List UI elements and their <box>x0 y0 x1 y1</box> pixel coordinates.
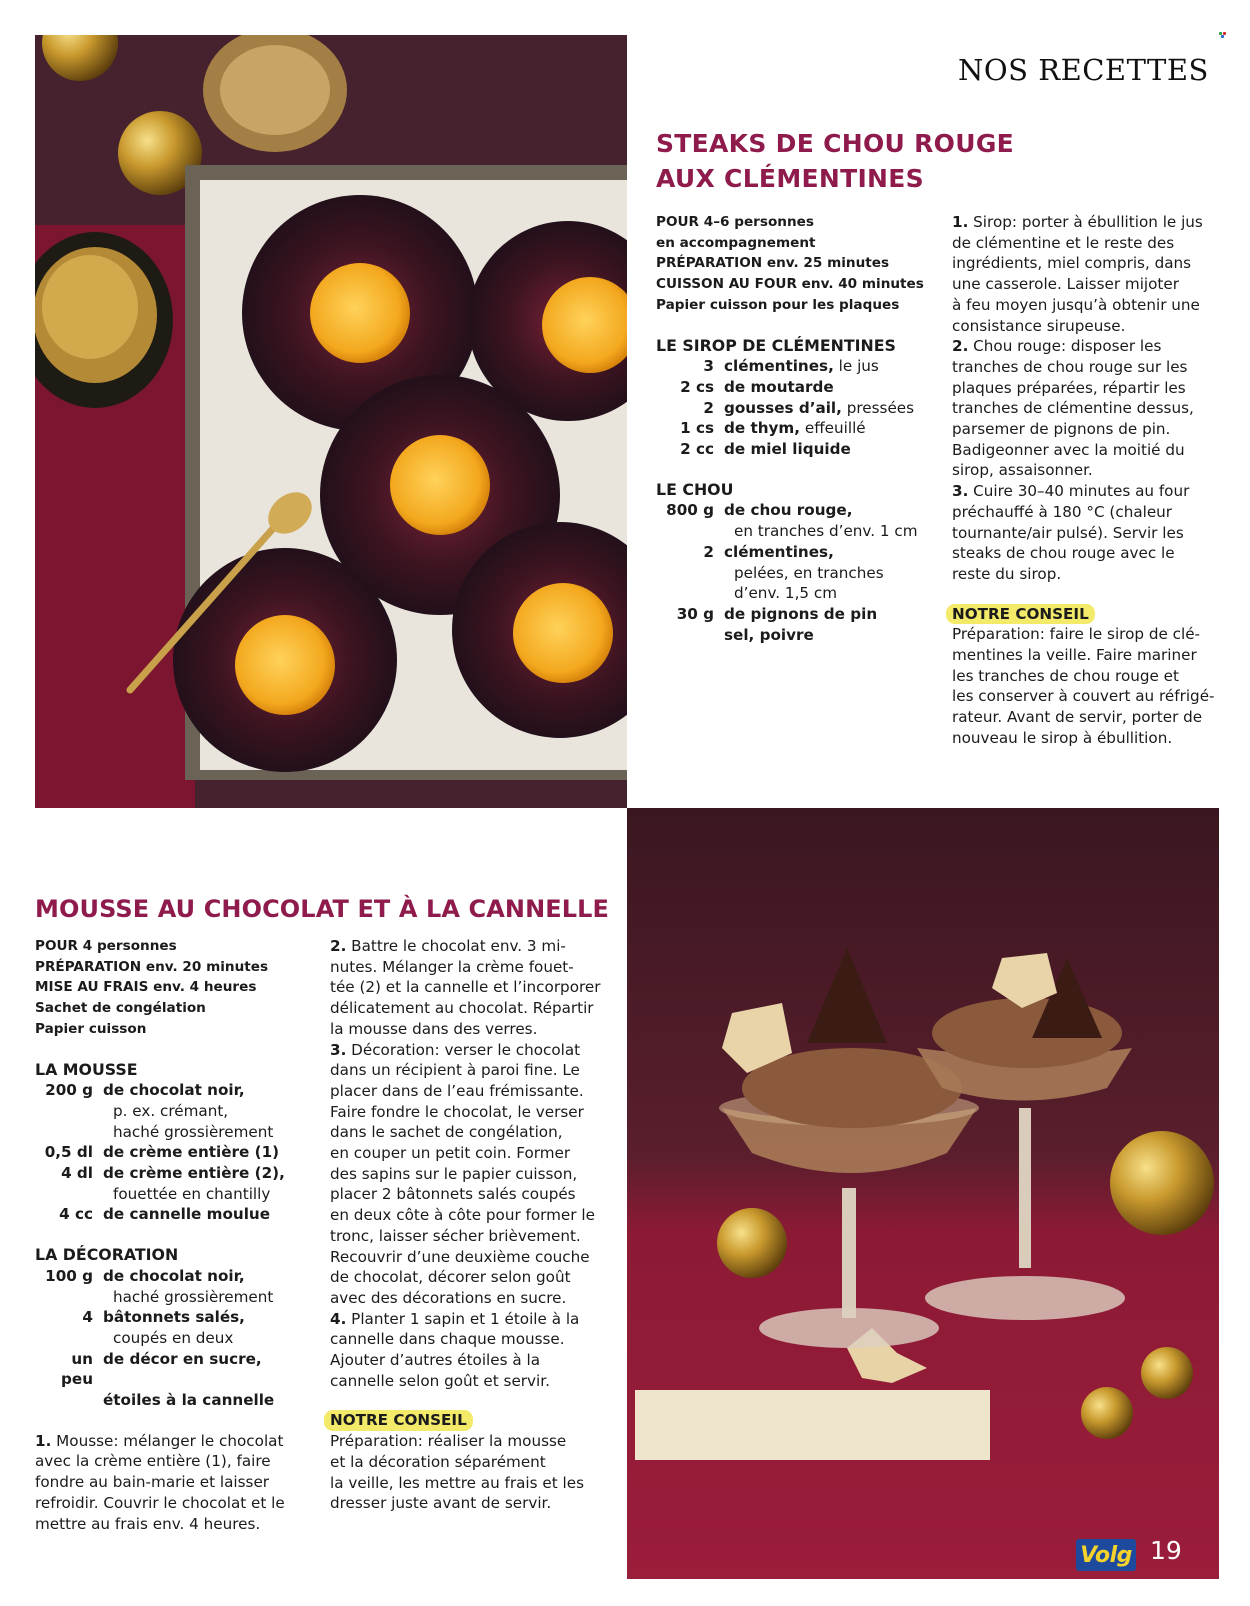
ingredient-name: de pignons de pin <box>724 604 878 623</box>
ingredient-quantity: 4 cc <box>59 1205 93 1224</box>
step-line: 3. Cuire 30–40 minutes au four <box>952 482 1190 501</box>
section-label: NOS RECETTES <box>958 53 1209 87</box>
ingredient-row <box>656 356 946 377</box>
step-line: tournante/air pulsé). Servir les <box>952 523 1184 542</box>
ingredient-list <box>35 1080 335 1225</box>
step-line: 2. Battre le chocolat env. 3 mi- <box>330 937 566 955</box>
step-line: sirop, assaisonner. <box>952 461 1093 480</box>
recipe-title-line: AUX CLÉMENTINES <box>656 164 924 193</box>
step-list <box>952 212 1222 585</box>
ingredients-column <box>656 212 946 645</box>
ingredient-name: de chocolat noir, <box>103 1266 245 1285</box>
step-line: avec la crème entière (1), faire <box>35 1452 271 1471</box>
step-number: 3. <box>330 1040 347 1059</box>
ingredient-row <box>35 1142 335 1163</box>
ingredient-row <box>656 439 946 460</box>
step-line: Recouvrir d’une deuxième couche <box>330 1247 590 1266</box>
step-line: Badigeonner avec la moitié du <box>952 440 1185 459</box>
ingredient-quantity: 30 g <box>676 604 714 623</box>
ingredient-list <box>656 356 946 460</box>
step-line: refroidir. Couvrir le chocolat et le <box>35 1493 285 1512</box>
ingredient-row <box>35 1122 335 1143</box>
prep-time-line: PRÉPARATION env. 25 minutes <box>656 255 890 272</box>
step-line: reste du sirop. <box>952 564 1062 583</box>
ingredient-name: de décor en sucre, <box>103 1349 262 1368</box>
step-line: la mousse dans des verres. <box>330 1019 538 1038</box>
ingredient-quantity <box>35 1390 103 1411</box>
ingredient-row <box>656 377 946 398</box>
step-line: Faire fondre le chocolat, le verser <box>330 1102 584 1121</box>
step-line: 4. Planter 1 sapin et 1 étoile à la <box>330 1309 580 1328</box>
ingredient-group-heading: LE SIROP DE CLÉMENTINES <box>656 335 896 355</box>
step-line: cannelle selon goût et servir. <box>330 1371 550 1390</box>
step-line: délicatement au chocolat. Répartir <box>330 999 594 1018</box>
ingredient-quantity <box>656 625 724 646</box>
ingredient-row <box>35 1349 335 1390</box>
step-line: mettre au frais env. 4 heures. <box>35 1514 261 1533</box>
ingredient-detail: coupés en deux <box>113 1328 234 1347</box>
step-line: consistance sirupeuse. <box>952 316 1126 335</box>
step-line: tranches de chou rouge sur les <box>952 357 1188 376</box>
recipe-step <box>330 936 620 1040</box>
ingredient-row <box>656 625 946 646</box>
ingredient-detail: d’env. 1,5 cm <box>734 584 838 603</box>
ingredient-name: clémentines, le jus <box>724 357 879 376</box>
prep-time-line: PRÉPARATION env. 20 minutes <box>35 958 269 975</box>
ingredient-row <box>35 1184 335 1205</box>
ingredient-name: de crème entière (2), <box>103 1164 285 1183</box>
step-line: des sapins sur le papier cuisson, <box>330 1164 578 1183</box>
ingredient-row <box>656 500 946 521</box>
ingredient-name: de crème entière (1) <box>103 1143 280 1162</box>
tip-text <box>952 624 1222 748</box>
ingredient-row <box>656 398 946 419</box>
step-line: tée (2) et la cannelle et l’incorporer <box>330 978 601 997</box>
step-number: 1. <box>35 1431 52 1450</box>
step-line: de clémentine et le reste des <box>952 233 1175 252</box>
recipe-title: MOUSSE AU CHOCOLAT ET À LA CANNELLE <box>35 895 610 923</box>
ingredient-quantity: 800 g <box>666 501 714 520</box>
step-line: une casserole. Laisser mijoter <box>952 275 1179 294</box>
chill-time-line: MISE AU FRAIS env. 4 heures <box>35 979 257 996</box>
recipe-title <box>656 126 1014 196</box>
ingredient-quantity: 0,5 dl <box>44 1143 93 1162</box>
ingredient-row <box>35 1287 335 1308</box>
chocolate-mousse-photo <box>627 808 1219 1579</box>
ingredient-name: de chocolat noir, <box>103 1081 245 1100</box>
ingredient-quantity: 4 <box>82 1308 93 1327</box>
ingredient-name: bâtonnets salés, <box>103 1308 245 1327</box>
step-line: tranches de clémentine dessus, <box>952 399 1194 418</box>
step-line: plaques préparées, répartir les <box>952 378 1186 397</box>
ingredient-list <box>656 500 946 645</box>
step-line: placer 2 bâtonnets salés coupés <box>330 1185 576 1204</box>
recipe-step <box>35 1431 335 1535</box>
steps-column <box>952 212 1222 749</box>
recipe-step <box>952 336 1222 481</box>
servings-line: POUR 4 personnes <box>35 938 177 954</box>
ingredient-row <box>35 1204 335 1225</box>
step-number: 2. <box>952 337 969 356</box>
equipment-line: Sachet de congélation <box>35 1000 206 1017</box>
step-line: nutes. Mélanger la crème fouet- <box>330 957 574 976</box>
volg-logo: Volg <box>1076 1539 1136 1571</box>
step-number: 4. <box>330 1309 347 1328</box>
ingredient-name: de moutarde <box>724 377 834 396</box>
ingredient-name: de chou rouge, <box>724 501 853 520</box>
ingredient-row <box>35 1307 335 1328</box>
ingredient-quantity: 2 <box>703 398 714 417</box>
tip-heading: NOTRE CONSEIL <box>324 1410 473 1431</box>
tip-line: Préparation: faire le sirop de clé- <box>952 625 1201 644</box>
step-line: à feu moyen jusqu’à obtenir une <box>952 295 1200 314</box>
ingredient-row <box>656 521 946 542</box>
ingredient-quantity: 100 g <box>45 1266 93 1285</box>
ingredient-quantity: 1 cs <box>680 419 714 438</box>
ingredient-group-heading: LA MOUSSE <box>35 1059 138 1079</box>
flag-icon <box>1219 32 1228 39</box>
ingredient-row <box>35 1080 335 1101</box>
ingredient-name: clémentines, <box>724 542 834 561</box>
step-line: parsemer de pignons de pin. <box>952 420 1171 439</box>
ingredient-name: de thym, effeuillé <box>724 419 866 438</box>
ingredient-quantity: un peu <box>61 1349 93 1389</box>
ingredient-detail: haché grossièrement <box>113 1122 274 1141</box>
recipe-step <box>330 1309 620 1392</box>
step-line: dans le sachet de congélation, <box>330 1123 563 1142</box>
ingredient-row <box>35 1390 335 1411</box>
page-number: 19 <box>1150 1536 1182 1565</box>
ingredient-detail: en tranches d’env. 1 cm <box>734 522 918 541</box>
step-line: fondre au bain-marie et laisser <box>35 1473 270 1492</box>
ingredient-name: sel, poivre <box>724 625 814 644</box>
steps-column <box>330 936 620 1514</box>
ingredient-quantity: 2 <box>703 542 714 561</box>
step-line: steaks de chou rouge avec le <box>952 544 1175 563</box>
step-line: en deux côte à côte pour former le <box>330 1206 595 1225</box>
tip-line: dresser juste avant de servir. <box>330 1494 552 1513</box>
side-line: en accompagnement <box>656 234 816 251</box>
step-number: 2. <box>330 937 347 955</box>
ingredient-detail: fouettée en chantilly <box>113 1184 271 1203</box>
step-number: 3. <box>952 482 969 501</box>
ingredient-row <box>35 1328 335 1349</box>
step-list <box>35 1431 335 1535</box>
ingredients-column <box>35 936 335 1534</box>
ingredient-row <box>656 563 946 584</box>
ingredient-name: de cannelle moulue <box>103 1205 271 1224</box>
recipe-step <box>952 212 1222 336</box>
step-line: dans un récipient à paroi fine. Le <box>330 1061 580 1080</box>
ingredient-quantity: 200 g <box>45 1081 93 1100</box>
step-line: cannelle dans chaque mousse. <box>330 1330 565 1349</box>
step-list <box>330 936 620 1391</box>
ingredient-row <box>656 542 946 563</box>
tip-line: les conserver à couvert au réfrigé- <box>952 687 1215 706</box>
ingredient-row <box>656 418 946 439</box>
ingredient-quantity: 3 <box>703 357 714 376</box>
step-line: de chocolat, décorer selon goût <box>330 1268 571 1287</box>
tip-line: la veille, les mettre au frais et les <box>330 1473 584 1492</box>
step-line: 1. Sirop: porter à ébullition le jus <box>952 213 1203 231</box>
tip-text <box>330 1431 620 1514</box>
ingredient-detail: haché grossièrement <box>113 1287 274 1306</box>
ingredient-row <box>656 604 946 625</box>
ingredient-name: de miel liquide <box>724 440 851 459</box>
cook-time-line: CUISSON AU FOUR env. 40 minutes <box>656 276 924 293</box>
ingredient-row <box>35 1101 335 1122</box>
step-line: 2. Chou rouge: disposer les <box>952 337 1162 356</box>
recipe-step <box>952 481 1222 585</box>
ingredient-name: étoiles à la cannelle <box>103 1391 275 1410</box>
ingredient-list <box>35 1266 335 1411</box>
step-line: ingrédients, miel compris, dans <box>952 254 1192 273</box>
equipment-line: Papier cuisson pour les plaques <box>656 296 900 313</box>
ingredient-name: gousses d’ail, pressées <box>724 398 915 417</box>
step-line: 3. Décoration: verser le chocolat <box>330 1040 581 1059</box>
step-line: avec des décorations en sucre. <box>330 1288 567 1307</box>
recipe-step <box>330 1040 620 1309</box>
tip-line: rateur. Avant de servir, porter de <box>952 708 1203 727</box>
ingredient-quantity: 2 cs <box>680 377 714 396</box>
step-line: en couper un petit coin. Former <box>330 1144 571 1163</box>
ingredient-row <box>656 583 946 604</box>
step-line: tronc, laisser sécher brièvement. <box>330 1226 581 1245</box>
step-line: préchauffé à 180 °C (chaleur <box>952 502 1173 521</box>
tip-line: nouveau le sirop à ébullition. <box>952 728 1173 747</box>
ingredient-group-heading: LA DÉCORATION <box>35 1245 179 1265</box>
tip-line: les tranches de chou rouge et <box>952 666 1179 685</box>
ingredient-detail: pelées, en tranches <box>734 563 884 582</box>
equipment-line: Papier cuisson <box>35 1020 147 1037</box>
step-number: 1. <box>952 213 969 231</box>
step-line: Ajouter d’autres étoiles à la <box>330 1351 541 1370</box>
ingredient-row <box>35 1266 335 1287</box>
tip-line: mentines la veille. Faire mariner <box>952 646 1197 665</box>
ingredient-row <box>35 1163 335 1184</box>
tip-line: Préparation: réaliser la mousse <box>330 1432 567 1451</box>
tip-line: et la décoration séparément <box>330 1452 546 1471</box>
servings-line: POUR 4–6 personnes <box>656 214 814 230</box>
ingredient-detail: p. ex. crémant, <box>113 1101 229 1120</box>
recipe-title-line: STEAKS DE CHOU ROUGE <box>656 129 1015 158</box>
red-cabbage-photo <box>35 35 627 808</box>
step-line: 1. Mousse: mélanger le chocolat <box>35 1431 284 1450</box>
ingredient-group-heading: LE CHOU <box>656 479 734 499</box>
tip-heading: NOTRE CONSEIL <box>946 604 1095 625</box>
ingredient-quantity: 4 dl <box>61 1164 93 1183</box>
ingredient-quantity: 2 cc <box>680 440 714 459</box>
step-line: placer dans de l’eau frémissante. <box>330 1081 584 1100</box>
